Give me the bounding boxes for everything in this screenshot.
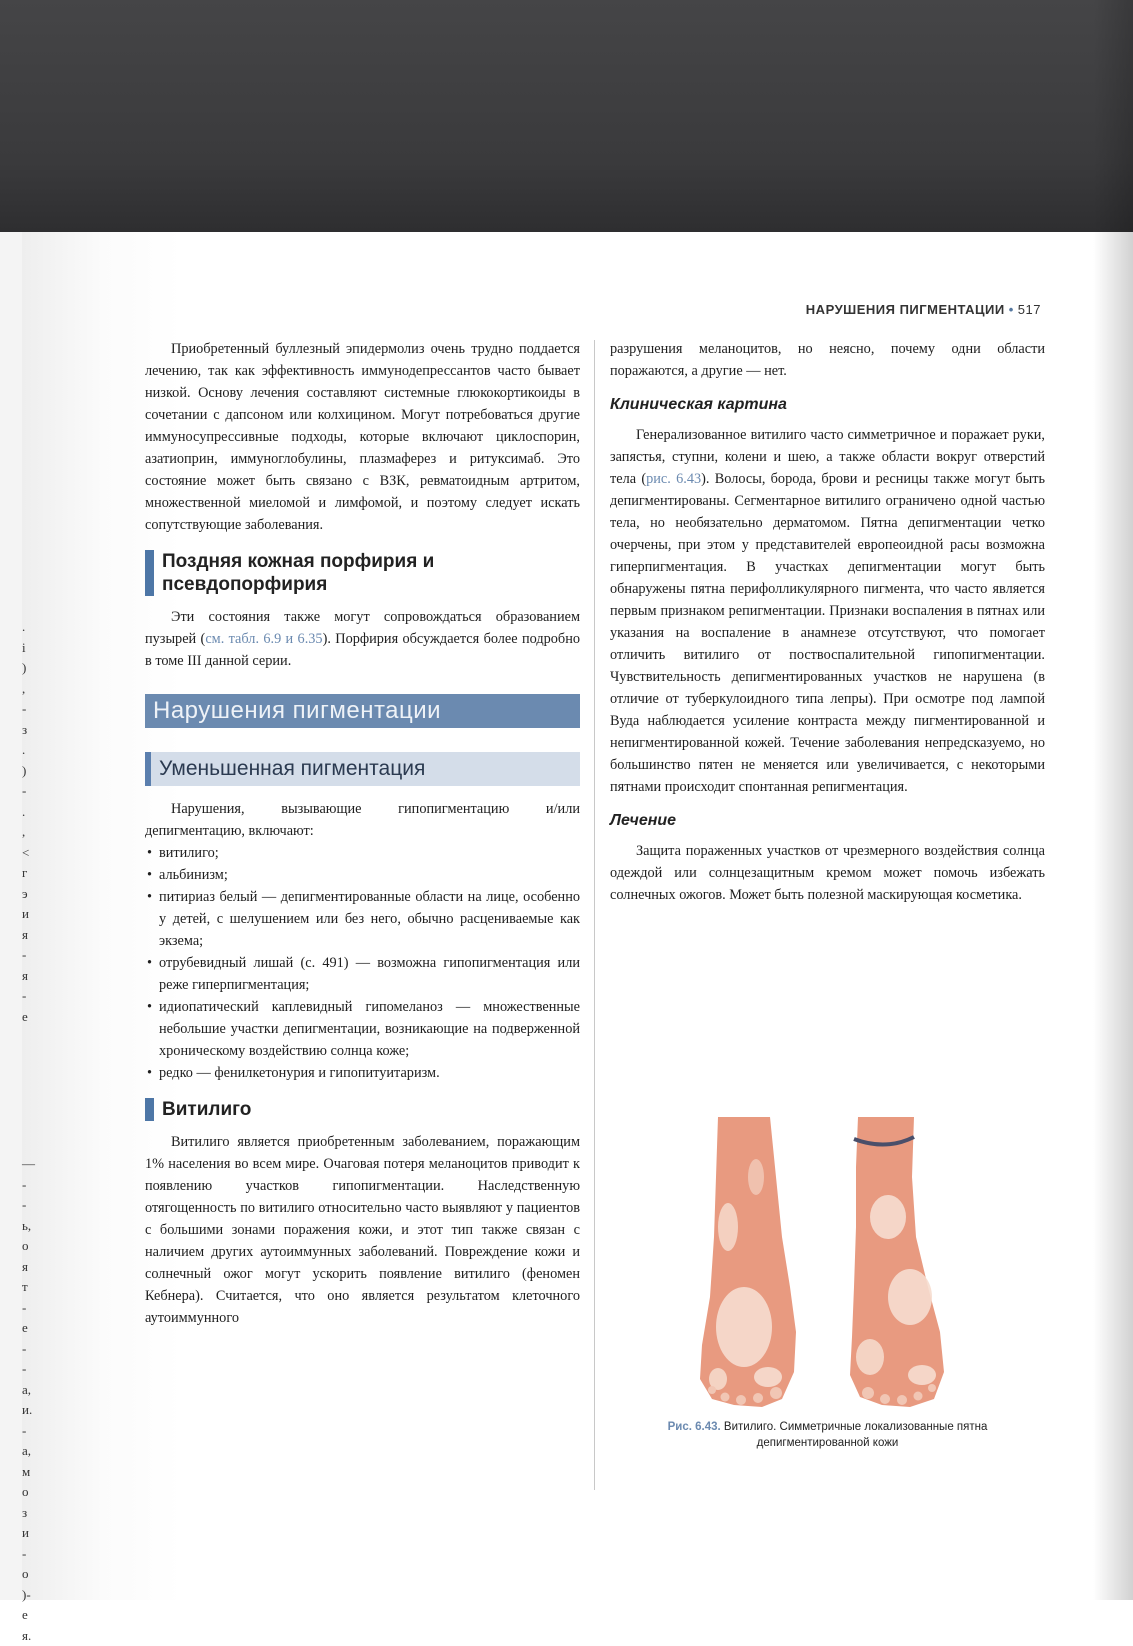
figure-reference-link[interactable]: рис. 6.43 [646, 471, 701, 487]
margin-fragment: т [22, 1277, 40, 1298]
margin-fragment: - [22, 1359, 40, 1380]
page-number: 517 [1018, 302, 1041, 317]
list-item: • отрубевидный лишай (с. 491) — возможна гипопигментация или реже гиперпигментация; [145, 952, 580, 996]
margin-fragment: — [22, 1154, 40, 1175]
margin-fragment: о [22, 1482, 40, 1503]
margin-fragment: я [22, 925, 40, 946]
book-spine-shadow [0, 0, 1133, 232]
margin-fragment: - [22, 945, 40, 966]
margin-fragment: - [22, 1544, 40, 1565]
margin-fragment: - [22, 1195, 40, 1216]
paragraph-melanocytes: разрушения меланоцитов, но неясно, почему одни области поражаются, а другие — нет. [610, 338, 1045, 382]
margin-fragment: е [22, 1605, 40, 1626]
margin-fragment: - [22, 1298, 40, 1319]
margin-fragment: а, [22, 1441, 40, 1462]
page-shadow-right [1093, 0, 1133, 1600]
paragraph-epidermolysis: Приобретенный буллезный эпидермолиз очень трудно поддается лечению, так как эффективность иммунодепрессантов часто бывает низкой. Основу лечения составляют системные глюкокортикоиды в сочетании с дапсоном или колхицином. Могут потребоваться другие иммуносупрессивные подходы, которые включают циклоспорин, азатиоприн, иммуноглобулины, плазмаферез и ритуксимаб. Это состояние может быть связано с ВЗК, ревматоидным артритом, множественной миеломой и лимфомой, и поэтому следует искать сопутствующие заболевания. [145, 338, 580, 536]
list-item: • идиопатический каплевидный гипомеланоз — множественные небольшие участки депигментации, возникающие на подверженной хроническому воздействию солнца коже; [145, 996, 580, 1062]
figure-caption-text: Витилиго. Симметричные локализованные пятна депигментированной кожи [724, 1421, 987, 1449]
margin-fragment: - [22, 1339, 40, 1360]
margin-fragment: и [22, 1523, 40, 1544]
table-reference-link[interactable]: см. табл. 6.9 и 6.35 [205, 631, 322, 647]
paragraph-treatment: Защита пораженных участков от чрезмерного воздействия солнца одеждой или солнцезащитным кремом может помочь избежать солнечных ожогов. Может быть полезной маскирующая косметика. [610, 840, 1045, 906]
margin-fragment: я [22, 1257, 40, 1278]
figure-caption [610, 1419, 1045, 1451]
margin-fragment: ) [22, 658, 40, 679]
header-separator: • [1009, 302, 1014, 317]
list-item: • альбинизм; [145, 864, 580, 886]
figure-label: Рис. 6.43. [668, 1421, 721, 1433]
heading-treatment: Лечение [610, 810, 1045, 832]
margin-fragment: о [22, 1564, 40, 1585]
margin-fragment: < [22, 843, 40, 864]
margin-fragment: , [22, 679, 40, 700]
margin-fragment: - [22, 1421, 40, 1442]
paragraph-disorders-intro: Нарушения, вызывающие гипопигментацию и/или депигментацию, включают: [145, 798, 580, 842]
paragraph-porphyria [145, 606, 580, 672]
previous-page-margin-top [22, 617, 40, 1027]
margin-fragment: э [22, 884, 40, 905]
margin-fragment: )- [22, 1585, 40, 1606]
margin-fragment: - [22, 699, 40, 720]
chapter-heading-pigmentation: Нарушения пигментации [145, 694, 580, 728]
margin-fragment: о [22, 1236, 40, 1257]
margin-fragment: . [22, 740, 40, 761]
column-divider [594, 340, 595, 1490]
clinical-text-b: ). Волосы, борода, брови и ресницы также могут быть депигментированы. Сегментарное витилиго ограничено одной частью тела, но необязательно дерматомом. Пятна депигментации четко очерчены, при этом у представителей европеоидной расы возможна гиперпигментация. В участках депигментации могут быть обнаружены пятна перифолликулярного пигмента, что часто является первым признаком репигментации. Признаки воспаления в пятнах или указания на воспаление в анамнезе отсутствуют, что помогает отличить витилиго от поствоспалительной гипопигментации. Чувствительность депигментированных участков не нарушена (в отличие от туберкулоидного типа лепры). При осмотре под лампой Вуда наблюдается усиление контраста между пигментированной и непигментированной кожей. Течение заболевания непредсказуемо, но большинство пятен не меняется или увеличивается, с некоторыми пятнами происходит спонтанная репигментация. [610, 471, 1045, 795]
margin-fragment: г [22, 863, 40, 884]
previous-page-margin-bottom [22, 1154, 40, 1646]
disorders-list [145, 842, 580, 1084]
margin-fragment: - [22, 986, 40, 1007]
porphyria-text-b: ). Порфирия обсуждается более подробно в томе III данной серии. [145, 631, 580, 669]
clinical-text-a: Генерализованное витилиго часто симметричное и поражает руки, запястья, ступни, колени и шею, а также области вокруг отверстий тела ( [610, 427, 1045, 487]
margin-fragment: , [22, 822, 40, 843]
margin-fragment: е [22, 1318, 40, 1339]
margin-fragment: и [22, 904, 40, 925]
margin-fragment: я [22, 966, 40, 987]
margin-fragment: ) [22, 761, 40, 782]
previous-page-edge [0, 232, 22, 1600]
running-header [806, 302, 1041, 317]
margin-fragment: з [22, 1503, 40, 1524]
left-column [145, 338, 580, 1329]
porphyria-text-a: Эти состояния также могут сопровождаться образованием пузырей ( [145, 609, 580, 647]
header-section-title: НАРУШЕНИЯ ПИГМЕНТАЦИИ [806, 302, 1005, 317]
heading-clinical-picture: Клиническая картина [610, 394, 1045, 416]
list-item: • редко — фенилкетонурия и гипопитуитаризм. [145, 1062, 580, 1084]
list-item: • витилиго; [145, 842, 580, 864]
list-item: • питириаз белый — депигментированные области на лице, особенно у детей, с шелушением или без него, обычно расцениваемые как экзема; [145, 886, 580, 952]
margin-fragment: я. [22, 1626, 40, 1646]
subheading-reduced-pigmentation: Уменьшенная пигментация [145, 752, 580, 786]
margin-fragment: и. [22, 1400, 40, 1421]
paragraph-vitiligo: Витилиго является приобретенным заболеванием, поражающим 1% населения во всем мире. Очаговая потеря меланоцитов приводит к появлению участков гипопигментации. Наследственную отягощенность по витилиго относительно часто выявляют у пациентов с большими зонами поражения кожи, и этот тип также связан с наличием других аутоиммунных заболеваний. Повреждение кожи и солнечный ожог могут ускорить появление витилиго (феномен Кебнера). Считается, что оно является результатом клеточного аутоиммунного [145, 1131, 580, 1329]
heading-porphyria: Поздняя кожная порфирия и псевдопорфирия [145, 550, 580, 596]
margin-fragment: ь, [22, 1216, 40, 1237]
margin-fragment: а, [22, 1380, 40, 1401]
margin-fragment: з [22, 720, 40, 741]
margin-fragment: - [22, 1175, 40, 1196]
margin-fragment: . [22, 617, 40, 638]
margin-fragment: е [22, 1007, 40, 1028]
margin-fragment: - [22, 781, 40, 802]
margin-fragment: м [22, 1462, 40, 1483]
paragraph-clinical [610, 424, 1045, 798]
margin-fragment: i [22, 638, 40, 659]
heading-vitiligo: Витилиго [145, 1098, 580, 1121]
right-column [610, 338, 1045, 906]
vitiligo-feet-photo [678, 1117, 1008, 1409]
margin-fragment: . [22, 802, 40, 823]
